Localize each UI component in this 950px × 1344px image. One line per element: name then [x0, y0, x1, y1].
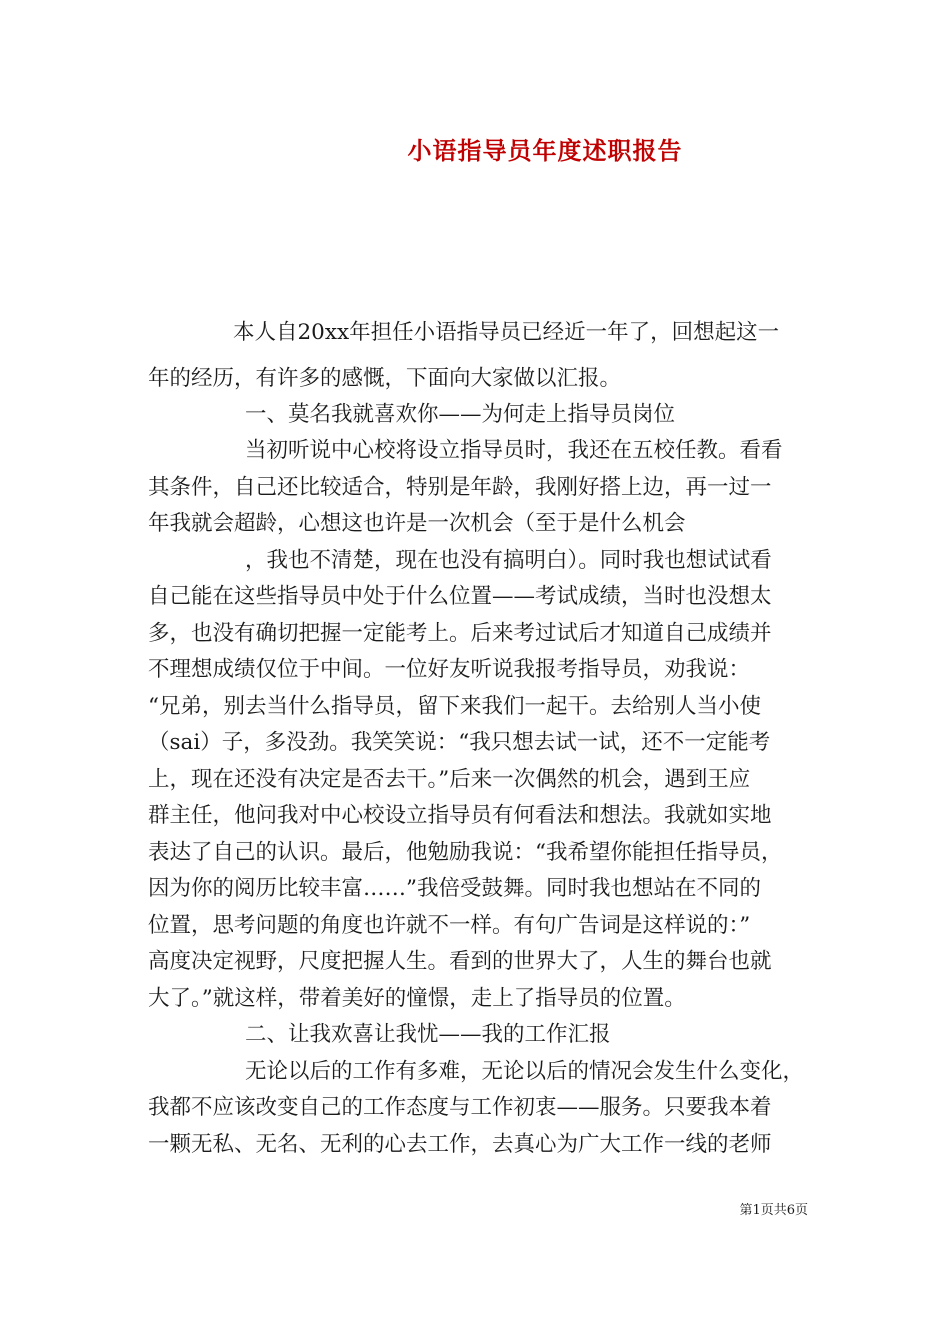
paragraph-line: 不理想成绩仅位于中间。一位好友听说我报考指导员，劝我说： — [148, 657, 751, 682]
paragraph-line: 一颗无私、无名、无利的心去工作，去真心为广大工作一线的老师 — [148, 1132, 772, 1157]
page-number: 第1页共6页 — [739, 1203, 808, 1218]
paragraph-line: （sai）子，多没劲。我笑笑说：“我只想去试一试，还不一定能考 — [148, 730, 771, 755]
paragraph-line: 群主任，他问我对中心校设立指导员有何看法和想法。我就如实地 — [148, 803, 772, 828]
paragraph-line: 其条件，自己还比较适合，特别是年龄，我刚好搭上边，再一过一 — [148, 475, 772, 500]
paragraph-line: 表达了自己的认识。最后，他勉励我说：“我希望你能担任指导员， — [148, 840, 783, 865]
paragraph-line: 上，现在还没有决定是否去干。”后来一次偶然的机会，遇到王应 — [148, 767, 751, 792]
paragraph-line: 本人自20xx年担任小语指导员已经近一年了，回想起这一 — [233, 320, 780, 345]
paragraph-line: 当初听说中心校将设立指导员时，我还在五校任教。看看 — [245, 438, 783, 463]
paragraph-line: 位置，思考问题的角度也许就不一样。有句广告词是这样说的：” — [148, 913, 751, 938]
paragraph-line: 我都不应该改变自己的工作态度与工作初衷——服务。只要我本着 — [148, 1095, 772, 1120]
section-heading: 一、莫名我就喜欢你——为何走上指导员岗位 — [245, 402, 676, 427]
section-heading: 二、让我欢喜让我忧——我的工作汇报 — [245, 1022, 611, 1047]
paragraph-line: 因为你的阅历比较丰富……”我倍受鼓舞。同时我也想站在不同的 — [148, 876, 761, 901]
paragraph-line: 大了。”就这样，带着美好的憧憬，走上了指导员的位置。 — [148, 986, 686, 1011]
paragraph-line: 高度决定视野，尺度把握人生。看到的世界大了，人生的舞台也就 — [148, 949, 772, 974]
paragraph-line: 多，也没有确切把握一定能考上。后来考过试后才知道自己成绩并 — [148, 621, 772, 646]
paragraph-line: “兄弟，别去当什么指导员，留下来我们一起干。去给别人当小使 — [148, 694, 761, 719]
paragraph-line: 自己能在这些指导员中处于什么位置——考试成绩，当时也没想太 — [148, 584, 772, 609]
document-title: 小语指导员年度述职报告 — [407, 136, 683, 165]
paragraph-line: ，我也不清楚，现在也没有搞明白）。同时我也想试试看 — [245, 548, 772, 573]
paragraph-line: 年我就会超龄，心想这也许是一次机会（至于是什么机会 — [148, 511, 686, 536]
paragraph-line: 无论以后的工作有多难，无论以后的情况会发生什么变化， — [245, 1059, 805, 1084]
paragraph-line: 年的经历，有许多的感慨，下面向大家做以汇报。 — [148, 366, 622, 391]
